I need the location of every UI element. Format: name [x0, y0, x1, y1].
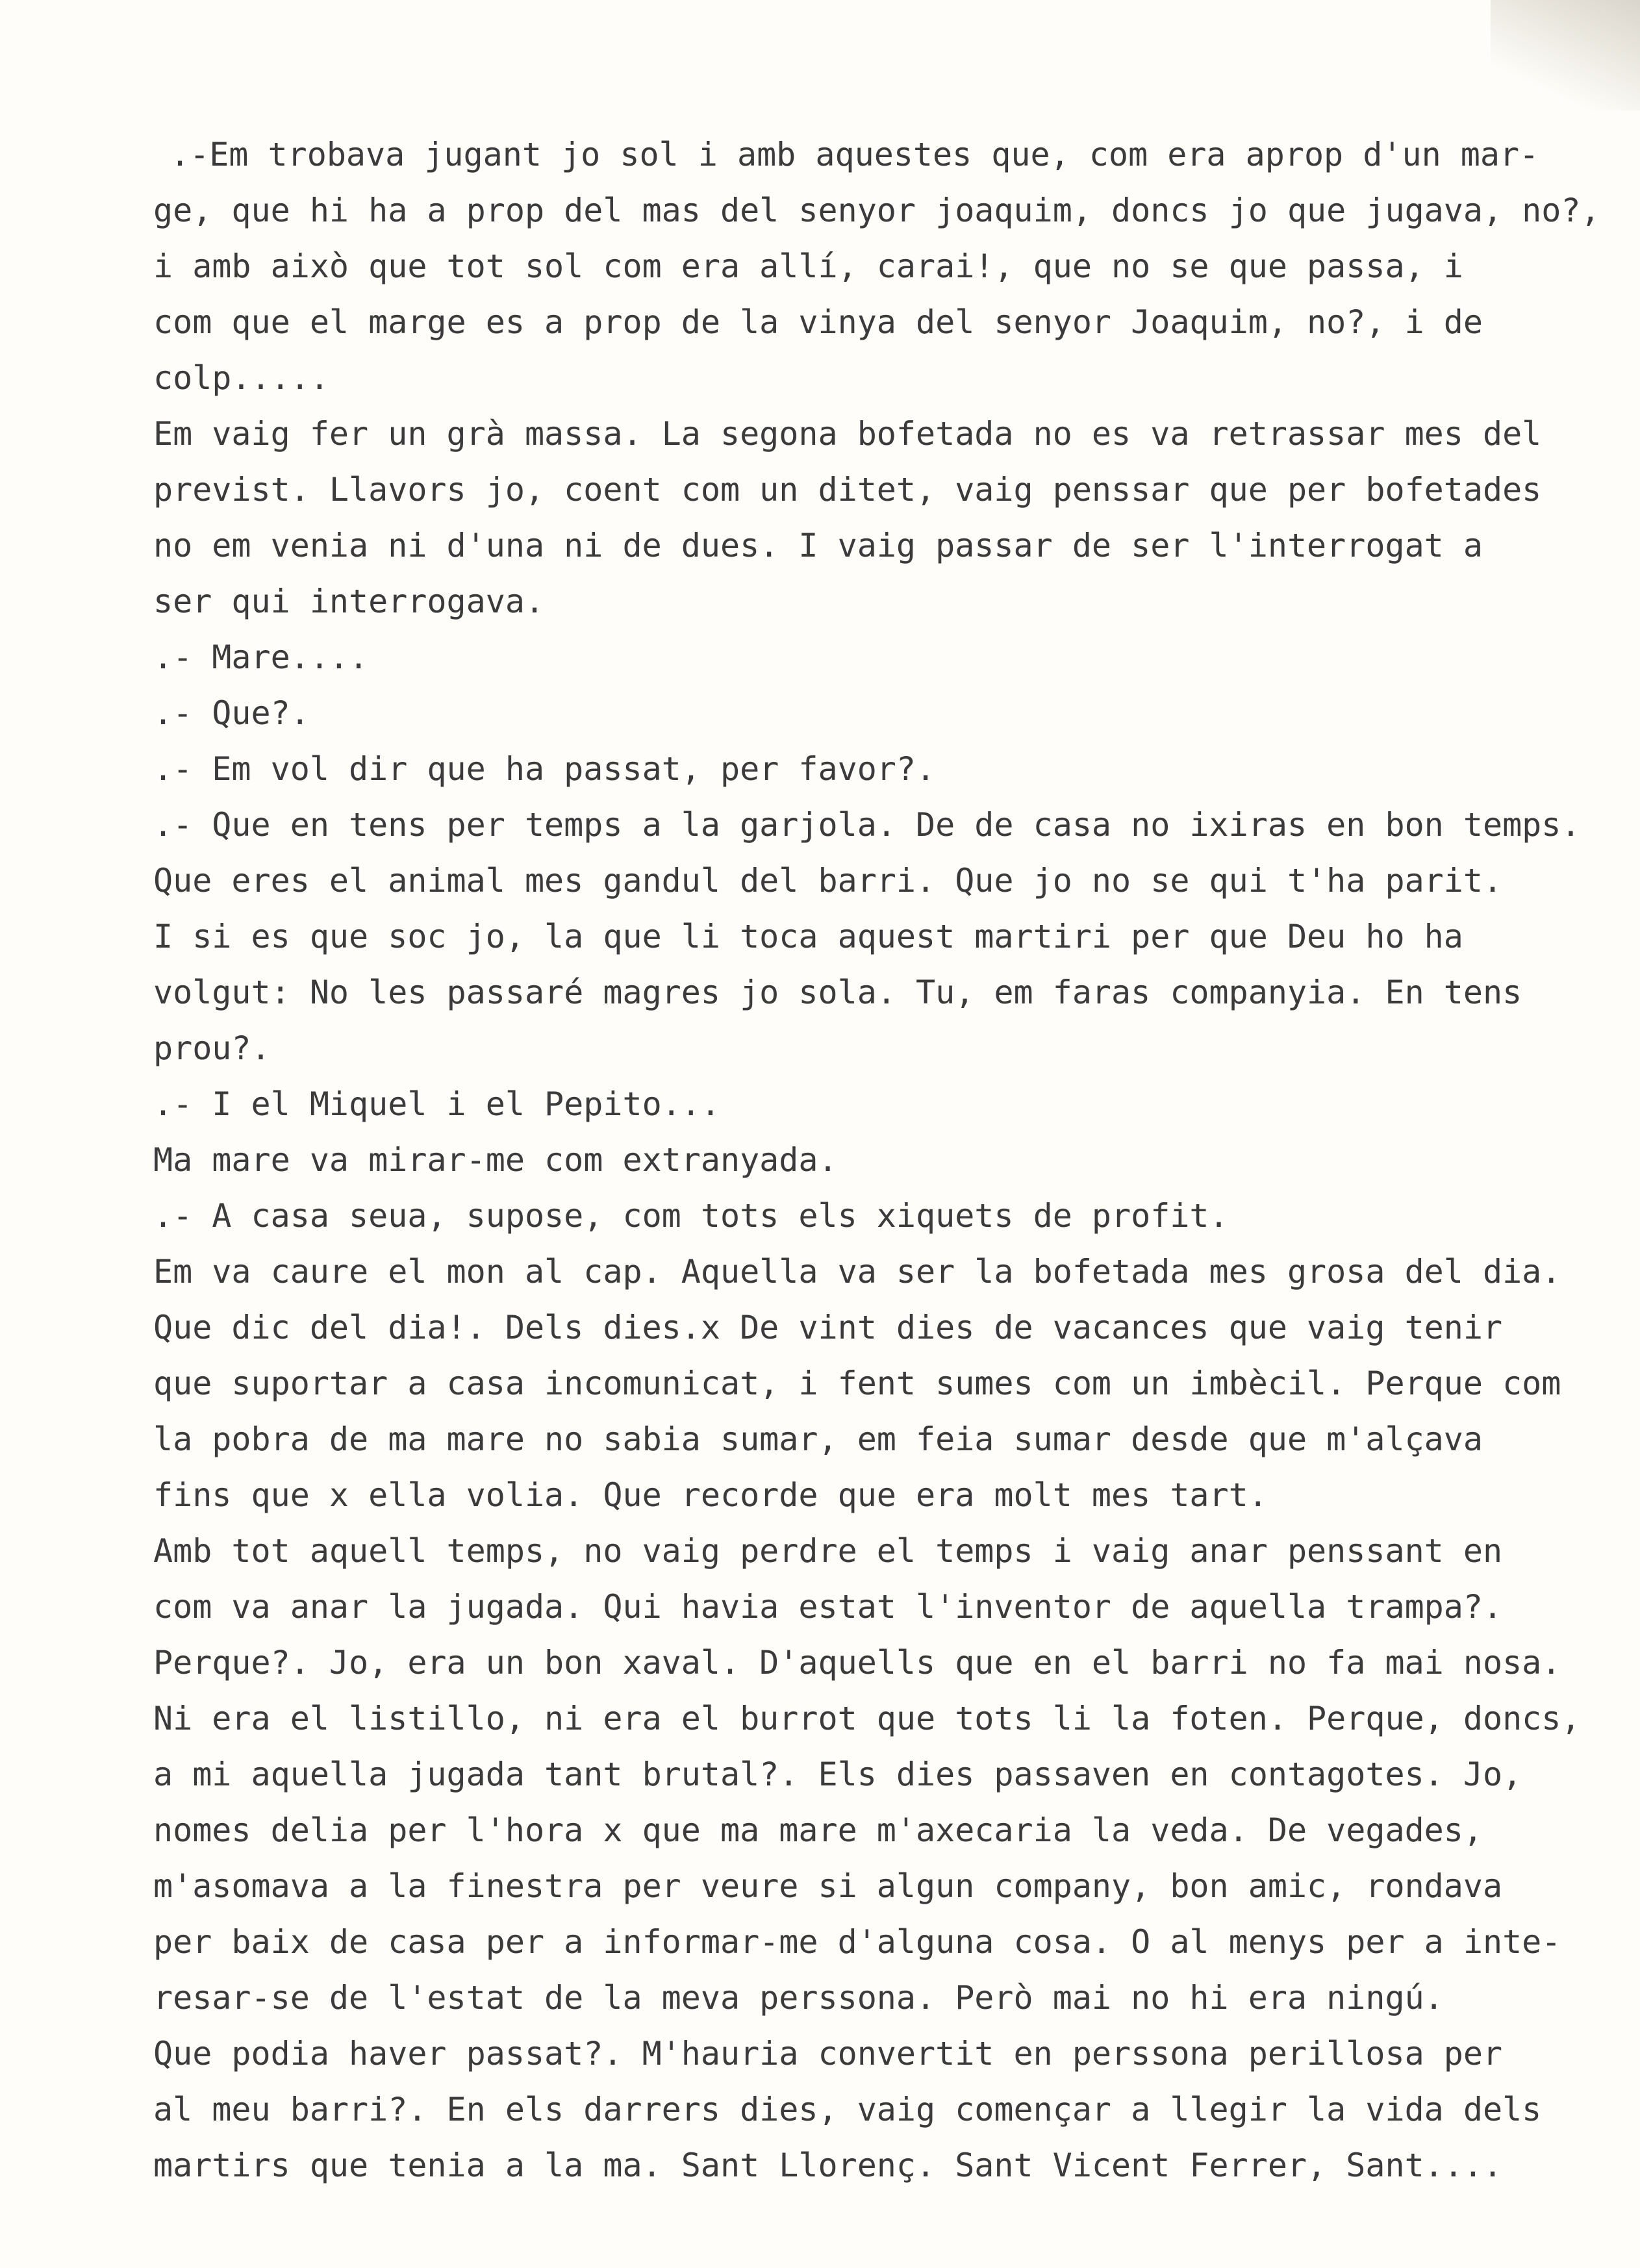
text-line: ge, que hi ha a prop del mas del senyor joaquim, doncs jo que jugava, no?, [153, 192, 1600, 229]
text-line: la pobra de ma mare no sabia sumar, em feia sumar desde que m'alçava [153, 1420, 1483, 1458]
text-line: volgut: No les passaré magres jo sola. Tu, em faras companyia. En tens [153, 974, 1522, 1011]
text-line: .- A casa seua, supose, com tots els xiquets de profit. [153, 1197, 1229, 1235]
text-line: Que dic del dia!. Dels dies.x De vint dies de vacances que vaig tenir [153, 1309, 1503, 1346]
text-line: al meu barri?. En els darrers dies, vaig començar a llegir la vida dels [153, 2091, 1542, 2128]
text-line: Que podia haver passat?. M'hauria convertit en perssona perillosa per [153, 2035, 1503, 2073]
text-line: Em vaig fer un grà massa. La segona bofetada no es va retrassar mes del [153, 415, 1542, 453]
text-line: Ma mare va mirar-me com extranyada. [153, 1141, 838, 1179]
text-line: i amb això que tot sol com era allí, carai!, que no se que passa, i [153, 247, 1463, 285]
text-line: resar-se de l'estat de la meva perssona. Però mai no hi era ningú. [153, 1979, 1444, 2017]
text-line: .-Em trobava jugant jo sol i amb aquestes que, com era aprop d'un mar- [170, 136, 1539, 173]
text-line: martirs que tenia a la ma. Sant Llorenç. Sant Vicent Ferrer, Sant.... [153, 2147, 1503, 2184]
text-line: .- Mare.... [153, 638, 369, 676]
text-line: com que el marge es a prop de la vinya del senyor Joaquim, no?, i de [153, 303, 1483, 341]
text-line: Amb tot aquell temps, no vaig perdre el temps i vaig anar penssant en [153, 1532, 1503, 1570]
text-line: prou?. [153, 1029, 271, 1067]
text-line: nomes delia per l'hora x que ma mare m'axecaria la veda. De vegades, [153, 1811, 1483, 1849]
folded-corner [1491, 0, 1640, 110]
text-line: Em va caure el mon al cap. Aquella va ser la bofetada mes grosa del dia. [153, 1253, 1561, 1291]
text-line: previst. Llavors jo, coent com un ditet, vaig penssar que per bofetades [153, 471, 1542, 509]
text-line: fins que x ella volia. Que recorde que era molt mes tart. [153, 1476, 1268, 1514]
text-line: .- I el Miquel i el Pepito... [153, 1085, 720, 1123]
text-line: Ni era el listillo, ni era el burrot que tots li la foten. Perque, doncs, [153, 1700, 1581, 1737]
text-line: .- Em vol dir que ha passat, per favor?. [153, 750, 936, 788]
text-line: per baix de casa per a informar-me d'alguna cosa. O al menys per a inte- [153, 1923, 1561, 1961]
text-line: no em venia ni d'una ni de dues. I vaig passar de ser l'interrogat a [153, 527, 1483, 564]
typed-text-body [153, 127, 1615, 2193]
text-line: que suportar a casa incomunicat, i fent sumes com un imbècil. Perque com [153, 1365, 1561, 1402]
text-line: a mi aquella jugada tant brutal?. Els dies passaven en contagotes. Jo, [153, 1756, 1522, 1793]
text-line: Que eres el animal mes gandul del barri. Que jo no se qui t'ha parit. [153, 862, 1503, 900]
text-line: .- Que?. [153, 694, 310, 732]
text-line: com va anar la jugada. Qui havia estat l'inventor de aquella trampa?. [153, 1588, 1503, 1626]
text-line: colp..... [153, 359, 329, 397]
text-line: .- Que en tens per temps a la garjola. De de casa no ixiras en bon temps. [153, 806, 1581, 844]
text-line: m'asomava a la finestra per veure si algun company, bon amic, rondava [153, 1867, 1503, 1905]
text-line: ser qui interrogava. [153, 583, 545, 620]
text-line: I si es que soc jo, la que li toca aquest martiri per que Deu ho ha [153, 918, 1463, 955]
text-line: Perque?. Jo, era un bon xaval. D'aquells que en el barri no fa mai nosa. [153, 1644, 1561, 1682]
